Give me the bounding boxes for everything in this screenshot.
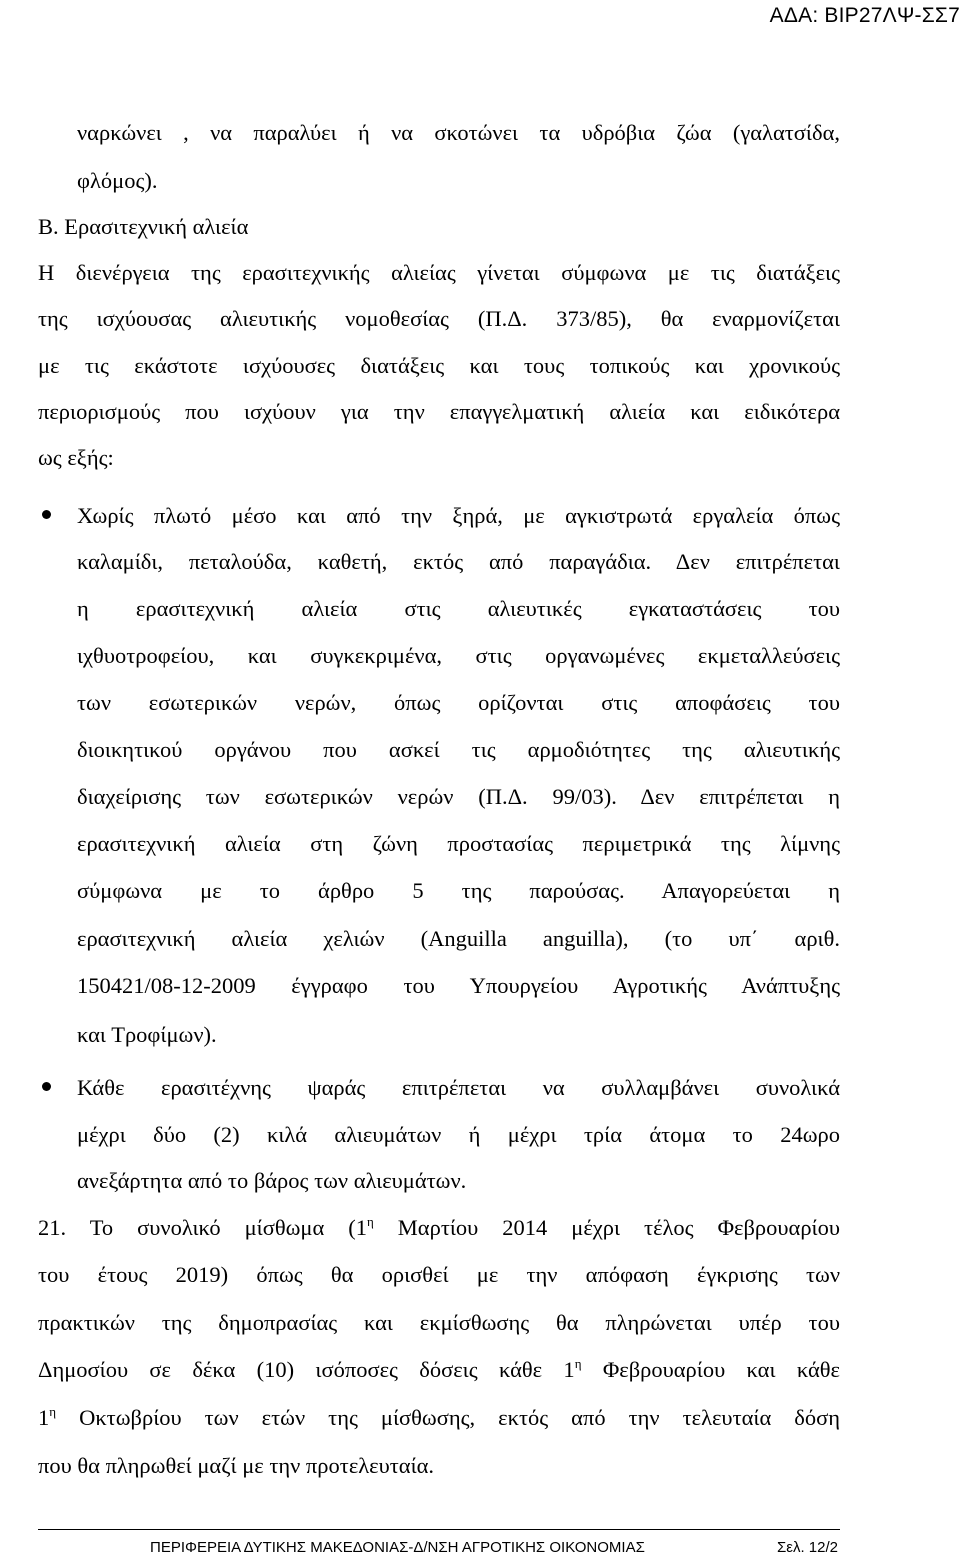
bullet-line: ερασιτεχνική αλιεία στη ζώνη προστασίας περιμετρικά της λίμνης [77,831,840,856]
text-line: ναρκώνει , να παραλύει ή να σκοτώνει τα υδρόβια ζώα (γαλατσίδα, [77,120,840,145]
footer-divider [38,1529,840,1530]
bullet-icon [42,1082,51,1091]
bullet-line: ιχθυοτροφείου, και συγκεκριμένα, στις οργανωμένες εκμεταλλεύσεις [77,643,840,668]
bullet-icon [42,510,51,519]
bullet-line: Κάθε ερασιτέχνης ψαράς επιτρέπεται να συλλαμβάνει συνολικά [77,1075,840,1100]
bullet-line: ανεξάρτητα από το βάρος των αλιευμάτων. [77,1168,467,1193]
text-line [38,1355,840,1385]
bullet-line: ερασιτεχνική αλιεία χελιών (Anguilla anguilla), (το υπ΄ αριθ. [77,926,840,951]
bullet-line: διοικητικού οργάνου που ασκεί τις αρμοδιότητες της αλιευτικής [77,737,840,762]
footer-department: ΠΕΡΙΦΕΡΕΙΑ ΔΥΤΙΚΗΣ ΜΑΚΕΔΟΝΙΑΣ-Δ/ΝΣΗ ΑΓΡΟΤΙΚΗΣ ΟΙΚΟΝΟΜΙΑΣ [150,1539,645,1556]
ada-header: ΑΔΑ: ΒΙΡ27ΛΨ-ΣΣ7 [769,4,960,27]
text-line [38,1213,840,1243]
text-run: Δημοσίου σε δέκα (10) ισόποσες δόσεις κάθε 1 [38,1357,575,1382]
text-line: του έτους 2019) όπως θα ορισθεί με την απόφαση έγκρισης των [38,1262,840,1287]
section-heading: Β. Ερασιτεχνική αλιεία [38,214,249,239]
bullet-line: μέχρι δύο (2) κιλά αλιευμάτων ή μέχρι τρία άτομα το 24ωρο [77,1122,840,1147]
superscript: η [574,1356,582,1371]
superscript: η [367,1214,374,1229]
text-line: της ισχύουσας αλιευτικής νομοθεσίας (Π.Δ. 373/85), θα εναρμονίζεται [38,306,840,331]
footer-page-number: Σελ. 12/2 [777,1539,838,1556]
text-line: πρακτικών της δημοπρασίας και εκμίσθωσης θα πληρώνεται υπέρ του [38,1310,840,1335]
text-line: ως εξής: [38,445,114,470]
bullet-line: διαχείρισης των εσωτερικών νερών (Π.Δ. 99/03). Δεν επιτρέπεται η [77,784,840,809]
bullet-line: καλαμίδι, πεταλούδα, καθετή, εκτός από παραγάδια. Δεν επιτρέπεται [77,549,840,574]
text-line [38,1403,840,1433]
bullet-line: των εσωτερικών νερών, όπως ορίζονται στις αποφάσεις του [77,690,840,715]
text-run: Μαρτίου 2014 μέχρι τέλος Φεβρουαρίου [373,1215,840,1240]
bullet-line: η ερασιτεχνική αλιεία στις αλιευτικές εγκαταστάσεις του [77,596,840,621]
text-line: φλόμος). [77,168,158,193]
bullet-line: σύμφωνα με το άρθρο 5 της παρούσας. Απαγορεύεται η [77,878,840,903]
text-line: Η διενέργεια της ερασιτεχνικής αλιείας γίνεται σύμφωνα με τις διατάξεις [38,260,840,285]
bullet-line: Χωρίς πλωτό μέσο και από την ξηρά, με αγκιστρωτά εργαλεία όπως [77,503,840,528]
text-line: περιορισμούς που ισχύουν για την επαγγελματική αλιεία και ειδικότερα [38,399,840,424]
bullet-line: 150421/08-12-2009 έγγραφο του Υπουργείου Αγροτικής Ανάπτυξης [77,973,840,998]
text-run: 1 [38,1405,50,1430]
text-run: Οκτωβρίου των ετών της μίσθωσης, εκτός από την τελευταία δόση [56,1405,840,1430]
superscript: η [49,1404,57,1419]
text-line: με τις εκάστοτε ισχύουσες διατάξεις και τους τοπικούς και χρονικούς [38,353,840,378]
text-run: 21. Το συνολικό μίσθωμα (1 [38,1215,367,1240]
text-line: που θα πληρωθεί μαζί με την προτελευταία. [38,1453,435,1478]
bullet-line: και Τροφίμων). [77,1022,217,1047]
text-run: Φεβρουαρίου και κάθε [581,1357,840,1382]
